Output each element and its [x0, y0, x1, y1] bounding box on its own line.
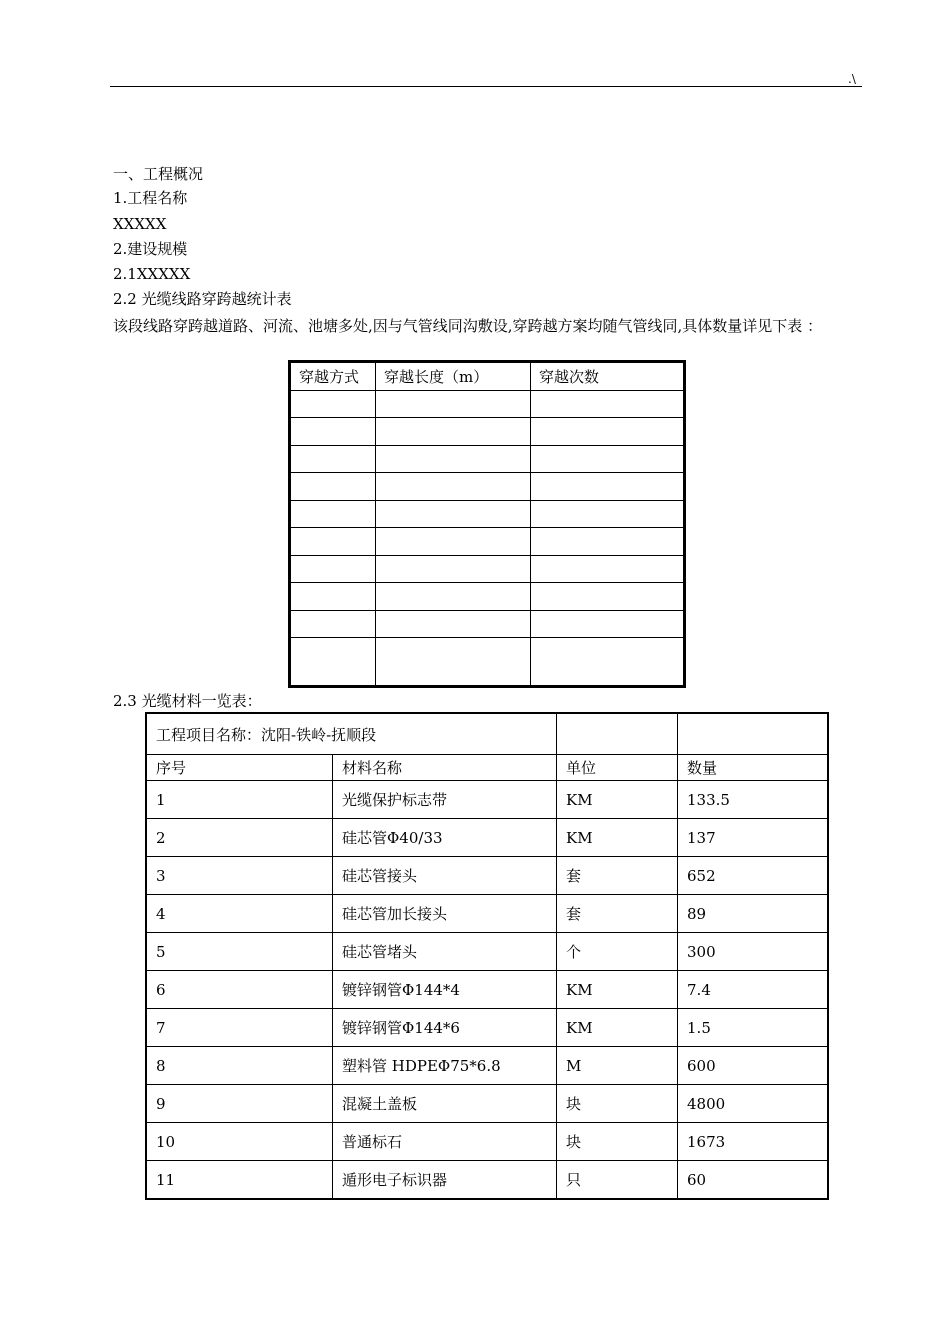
cell-name: 硅芯管堵头	[333, 933, 557, 971]
materials-table-title: 工程项目名称：沈阳-铁岭-抚顺段	[147, 714, 557, 755]
cell-index: 3	[147, 857, 333, 895]
cell-index: 1	[147, 781, 333, 819]
table-row	[291, 610, 684, 638]
cell-index: 6	[147, 971, 333, 1009]
table-row	[147, 857, 828, 895]
cell-unit: 块	[557, 1123, 678, 1161]
table-row	[147, 819, 828, 857]
table-row	[147, 895, 828, 933]
table-row	[291, 555, 684, 583]
cell-unit: 块	[557, 1085, 678, 1123]
materials-header-name: 材料名称	[333, 755, 557, 781]
cell-name: 硅芯管接头	[333, 857, 557, 895]
crossing-description: 该段线路穿跨越道路、河流、池塘多处,因与气管线同沟敷设,穿跨越方案均随气管线同,具体数量详见下表 ：	[113, 317, 823, 335]
cell-name: 普通标石	[333, 1123, 557, 1161]
cell-qty: 133.5	[678, 781, 828, 819]
table-row	[291, 500, 684, 528]
table-row	[291, 445, 684, 473]
table-row	[147, 1161, 828, 1199]
table-row	[291, 638, 684, 686]
cell-qty: 4800	[678, 1085, 828, 1123]
cell-index: 9	[147, 1085, 333, 1123]
cell-index: 5	[147, 933, 333, 971]
cell-qty: 1.5	[678, 1009, 828, 1047]
cell-index: 2	[147, 819, 333, 857]
materials-header-index: 序号	[147, 755, 333, 781]
cell-unit: KM	[557, 819, 678, 857]
cell-unit: 套	[557, 895, 678, 933]
cell-index: 8	[147, 1047, 333, 1085]
crossing-header-method: 穿越方式	[291, 363, 376, 391]
cell-index: 4	[147, 895, 333, 933]
cell-qty: 300	[678, 933, 828, 971]
cell-index: 7	[147, 1009, 333, 1047]
scale-heading: 2.建设规模	[113, 240, 188, 258]
materials-header-qty: 数量	[678, 755, 828, 781]
table-row	[147, 1009, 828, 1047]
materials-heading: 2.3 光缆材料一览表：	[113, 692, 262, 710]
cell-qty: 652	[678, 857, 828, 895]
cell-qty: 1673	[678, 1123, 828, 1161]
cell-name: 硅芯管Φ40/33	[333, 819, 557, 857]
header-rule	[110, 86, 862, 87]
crossing-heading: 2.2 光缆线路穿跨越统计表	[113, 290, 292, 308]
cell-qty: 60	[678, 1161, 828, 1199]
cell-name: 混凝土盖板	[333, 1085, 557, 1123]
project-name-value: XXXXX	[113, 215, 167, 233]
table-row	[291, 583, 684, 611]
cell-name: 镀锌钢管Φ144*6	[333, 1009, 557, 1047]
header-mark: .\	[848, 72, 856, 86]
table-row	[147, 933, 828, 971]
crossing-header-length: 穿越长度（m）	[376, 363, 531, 391]
cell-name: 硅芯管加长接头	[333, 895, 557, 933]
crossing-header-count: 穿越次数	[531, 363, 684, 391]
cell-unit: M	[557, 1047, 678, 1085]
materials-header-unit: 单位	[557, 755, 678, 781]
table-row	[147, 781, 828, 819]
cell-unit: KM	[557, 971, 678, 1009]
cell-index: 11	[147, 1161, 333, 1199]
table-row	[147, 971, 828, 1009]
crossing-table	[288, 360, 686, 688]
cell-name: 光缆保护标志带	[333, 781, 557, 819]
table-row	[291, 390, 684, 418]
table-row	[147, 1123, 828, 1161]
scale-sub: 2.1XXXXX	[113, 265, 191, 283]
cell-unit: 只	[557, 1161, 678, 1199]
project-name-heading: 1.工程名称	[113, 189, 188, 207]
table-row	[291, 528, 684, 556]
cell-index: 10	[147, 1123, 333, 1161]
cell-name: 遁形电子标识器	[333, 1161, 557, 1199]
cell-qty: 7.4	[678, 971, 828, 1009]
cell-qty: 137	[678, 819, 828, 857]
cell-unit: KM	[557, 1009, 678, 1047]
table-row	[291, 473, 684, 501]
cell-qty: 600	[678, 1047, 828, 1085]
table-row	[147, 1047, 828, 1085]
table-row	[147, 1085, 828, 1123]
cell-name: 塑料管 HDPEΦ75*6.8	[333, 1047, 557, 1085]
table-row	[291, 418, 684, 446]
section-overview: 一、工程概况	[113, 165, 204, 183]
materials-table	[145, 712, 829, 1200]
cell-name: 镀锌钢管Φ144*4	[333, 971, 557, 1009]
cell-qty: 89	[678, 895, 828, 933]
cell-unit: 套	[557, 857, 678, 895]
cell-unit: 个	[557, 933, 678, 971]
cell-unit: KM	[557, 781, 678, 819]
